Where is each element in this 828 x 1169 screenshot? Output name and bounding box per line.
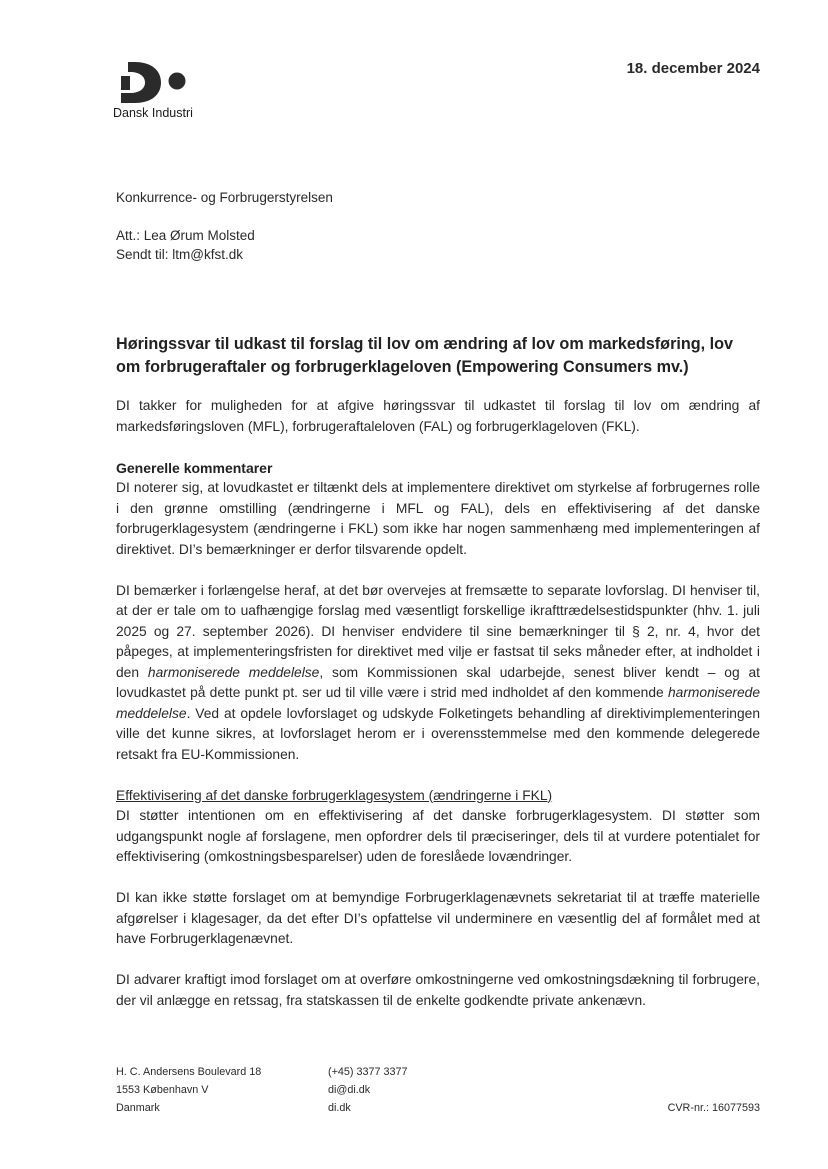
intro-paragraph: DI takker for muligheden for at afgive høringssvar til udkastet til forslag til lov om ændring af markedsføringsloven (MFL), forbrugeraftaleloven (FAL) og forbrugerklageloven (FKL). [116,398,760,434]
recipient-organization: Konkurrence- og Forbrugerstyrelsen [116,190,333,205]
section-heading-general: Generelle kommentarer [116,459,273,476]
general-paragraph-1: DI noterer sig, at lovudkastet er tiltænkt dels at implementere direktivet om styrkelse af forbrugernes rolle i den grønne omstilling (ændringerne i MFL og FAL), dels en effektivisering af det danske forbrugerklagesystem (ændringerne i FKL) som ikke har nogen sammenhæng med implementeringen af direktivet. DI’s bemærkninger er derfor tilsvarende opdelt. [116,480,760,557]
general-paragraph-2: DI bemærker i forlængelse heraf, at det bør overvejes at fremsætte to separate lovforslag. DI henviser til, at der er tale om to uafhængige forslag med væsentligt forskellige ikrafttrædelsestidspunkter (hhv. 1. juli 2025 og 27. september 2026). DI henviser endvidere til sine bemærkninger til § 2, nr. 4, hvor det påpeges, at implementeringsfristen for direktivet med vilje er fastsat til seks måneder efter, at indholdet i den harmoniserede meddelelse, som Kommissionen skal udarbejde, senest bliver kendt – og at lovudkastet på dette punkt pt. ser ud til ville være i strid med indholdet af den kommende harmoniserede meddelelse. Ved at opdele lovforslaget og udskyde Folketingets behandling af direktivimplementeringen ville det kunne sikres, at lovforslaget herom er i overensstemmelse med den kommende delegerede retsakt fra EU-Kommissionen. [116,582,760,762]
document-date: 18. december 2024 [626,60,760,77]
fkl-paragraph-1: DI støtter intentionen om en effektivisering af det danske forbrugerklagesystem. DI støtter som udgangspunkt nogle af forslagene, men opfordrer dels til præciseringer, dels til at vurdere potentialet for effektivisering (omkostningsbesparelser) uden de foreslåede lovændringer. [116,808,760,864]
footer-address-line-1: H. C. Andersens Boulevard 18 [116,1066,262,1078]
di-logo-icon [121,62,187,104]
logo-text: Dansk Industri [113,106,193,120]
dansk-industri-logo [113,62,203,124]
recipient-block [116,188,333,264]
page-footer [116,1063,760,1123]
section-heading-fkl: Effektivisering af det danske forbrugerklagesystem (ændringerne i FKL) [116,787,553,803]
recipient-email: Sendt til: ltm@kfst.dk [116,247,243,262]
footer-cvr: CVR-nr.: 16077593 [667,1102,760,1114]
footer-email: di@di.dk [328,1084,371,1096]
document-title: Høringssvar til udkast til forslag til lov om ændring af lov om markedsføring, lov om forbrugeraftaler og forbrugerklageloven (Empowering Consumers mv.) [116,335,734,376]
footer-address [116,1063,261,1117]
footer-website: di.dk [328,1102,351,1114]
fkl-paragraph-3: DI advarer kraftigt imod forslaget om at overføre omkostningerne ved omkostningsdækning til forbrugere, der vil anlægge en retssag, fra statskassen til de enkelte godkendte private ankenævn. [116,972,760,1008]
document-body [116,333,760,1032]
footer-address-line-2: 1553 København V [116,1084,209,1096]
recipient-attention: Att.: Lea Ørum Molsted [116,228,255,243]
footer-contact [328,1063,408,1117]
footer-phone: (+45) 3377 3377 [328,1066,408,1078]
footer-address-line-3: Danmark [116,1102,160,1114]
fkl-paragraph-2: DI kan ikke støtte forslaget om at bemyndige Forbrugerklagenævnets sekretariat til at træffe materielle afgørelser i klagesager, da det efter DI’s opfattelse vil underminere en væsentlig del af formålet med at have Forbrugerklagenævnet. [116,890,760,946]
